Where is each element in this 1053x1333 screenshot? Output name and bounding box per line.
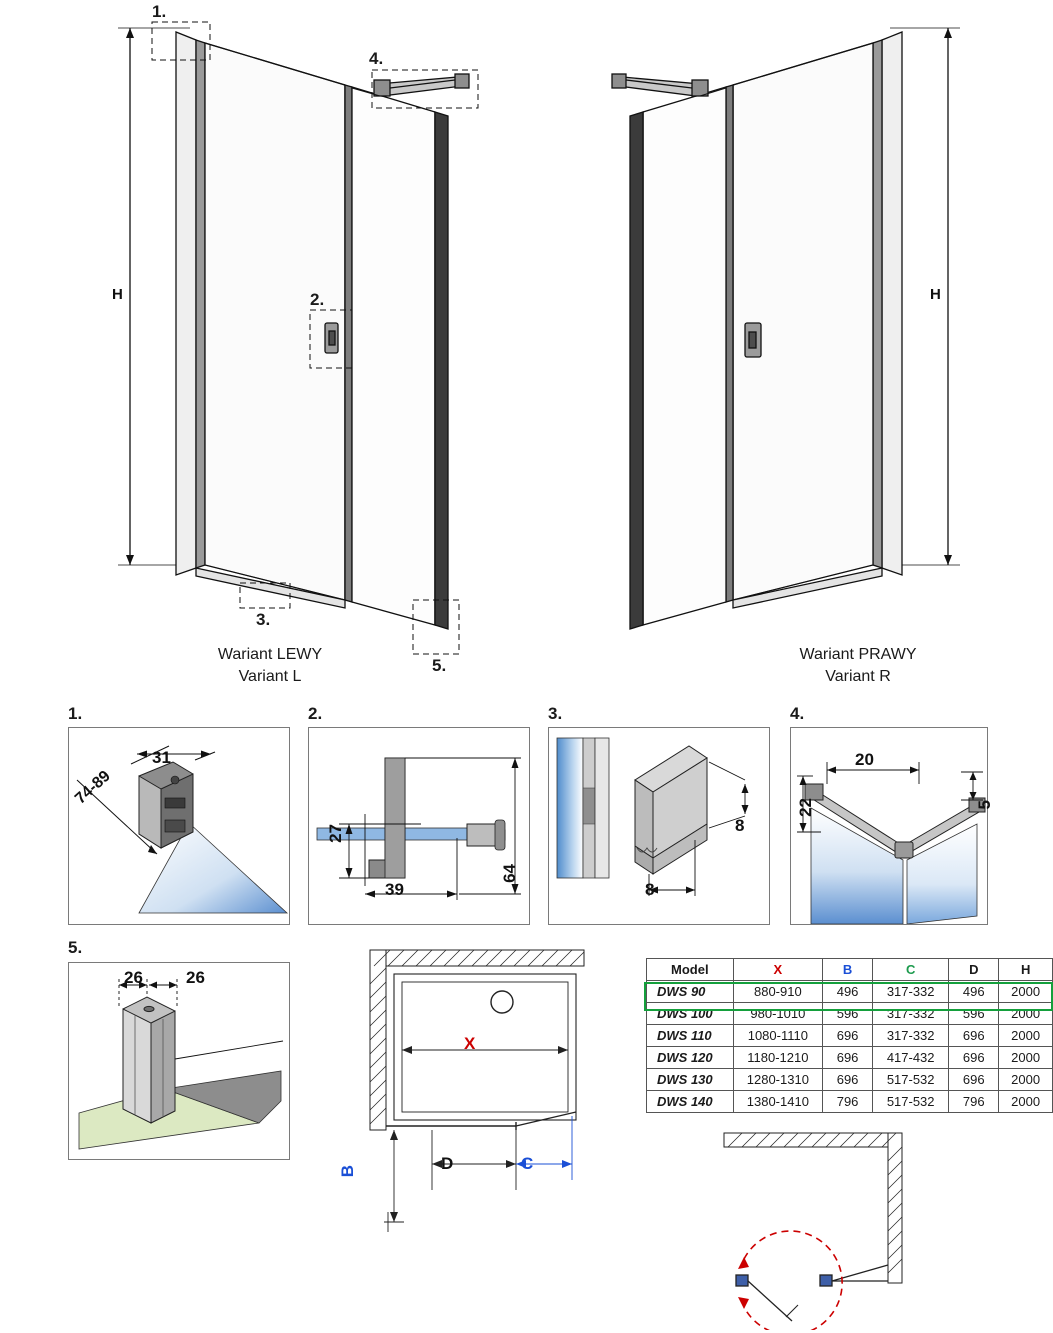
detail-3-number: 3.	[548, 704, 563, 723]
table-row	[647, 1047, 1053, 1069]
th-model: Model	[647, 959, 734, 981]
detail-4-number: 4.	[790, 704, 805, 723]
th-c: C	[873, 959, 949, 981]
th-x: X	[733, 959, 822, 981]
cell-h: 2000	[999, 1025, 1053, 1047]
handle-left	[325, 323, 338, 353]
detail-4-panel	[790, 727, 988, 925]
height-label-left: H	[112, 286, 123, 303]
cell-h: 2000	[999, 1003, 1053, 1025]
cell-d: 496	[949, 981, 999, 1003]
table-row-highlighted	[647, 1003, 1053, 1025]
right-variant-caption-line1: Wariant PRAWY	[799, 646, 917, 663]
cell-c: 317-332	[873, 1025, 949, 1047]
cell-h: 2000	[999, 1091, 1053, 1113]
cell-b: 696	[823, 1069, 873, 1091]
table-body	[647, 981, 1053, 1113]
stabilizer-bar-left	[374, 74, 469, 96]
cell-c: 517-532	[873, 1091, 949, 1113]
spec-table	[646, 958, 1053, 1113]
cell-model: DWS 120	[647, 1047, 734, 1069]
cell-b: 796	[823, 1091, 873, 1113]
cell-c: 317-332	[873, 981, 949, 1003]
th-h: H	[999, 959, 1053, 981]
cell-x: 1180-1210	[733, 1047, 822, 1069]
table-row	[647, 981, 1053, 1003]
callout-2-main: 2.	[310, 290, 325, 309]
detail-5-number: 5.	[68, 938, 83, 957]
cell-c: 517-532	[873, 1069, 949, 1091]
spec-table-wrap	[646, 958, 1053, 1113]
detail-2-dim-right: 64	[500, 864, 519, 883]
detail-2-dim-bottom: 39	[385, 880, 404, 899]
cell-d: 696	[949, 1069, 999, 1091]
detail-5-dim-left: 26	[124, 968, 143, 987]
detail-1-dim-diag: 74-89	[72, 767, 114, 808]
cell-model: DWS 90	[647, 981, 734, 1003]
detail-4-dim-top: 20	[855, 750, 874, 769]
cell-model: DWS 100	[647, 1003, 734, 1025]
th-b: B	[823, 959, 873, 981]
table-row	[647, 1069, 1053, 1091]
cell-x: 880-910	[733, 981, 822, 1003]
detail-3-dim-b: 8	[645, 880, 655, 899]
detail-1-dim-top: 31	[152, 748, 171, 767]
cell-d: 596	[949, 1003, 999, 1025]
cell-d: 796	[949, 1091, 999, 1113]
left-variant-drawing	[118, 22, 478, 654]
right-variant-caption-line2: Variant R	[825, 668, 891, 685]
callout-1-main: 1.	[152, 2, 167, 21]
plan-b-label: B	[338, 1165, 357, 1178]
table-header-row	[647, 959, 1053, 981]
cell-b: 496	[823, 981, 873, 1003]
cell-model: DWS 130	[647, 1069, 734, 1091]
detail-2-dim-left: 27	[326, 824, 345, 843]
cell-c: 317-332	[873, 1003, 949, 1025]
cell-d: 696	[949, 1025, 999, 1047]
callout-4-main: 4.	[369, 49, 384, 68]
cell-b: 696	[823, 1025, 873, 1047]
plan-c-label: C	[521, 1154, 534, 1173]
detail-1-number: 1.	[68, 704, 83, 723]
swing-diagram	[700, 1125, 930, 1330]
cell-h: 2000	[999, 981, 1053, 1003]
detail-5-panel	[68, 962, 290, 1160]
plan-d-label: D	[441, 1154, 454, 1173]
cell-x: 1280-1310	[733, 1069, 822, 1091]
height-label-right: H	[930, 286, 941, 303]
callout-5-main: 5.	[432, 656, 447, 675]
right-variant-drawing	[612, 28, 960, 629]
callout-3-main: 3.	[256, 610, 271, 629]
cell-model: DWS 110	[647, 1025, 734, 1047]
stabilizer-bar-right	[612, 74, 708, 96]
cell-c: 417-432	[873, 1047, 949, 1069]
cell-h: 2000	[999, 1047, 1053, 1069]
left-variant-caption-line1: Wariant LEWY	[217, 646, 323, 663]
left-variant-caption-line2: Variant L	[238, 668, 302, 685]
table-row	[647, 1091, 1053, 1113]
detail-2-number: 2.	[308, 704, 323, 723]
cell-d: 696	[949, 1047, 999, 1069]
cell-b: 596	[823, 1003, 873, 1025]
detail-4-dim-right: 5	[975, 800, 994, 810]
detail-4-dim-left: 22	[796, 798, 815, 817]
plan-x-label: X	[464, 1034, 476, 1053]
cell-x: 980-1010	[733, 1003, 822, 1025]
cell-x: 1080-1110	[733, 1025, 822, 1047]
detail-3-dim-a: 8	[735, 816, 745, 835]
cell-x: 1380-1410	[733, 1091, 822, 1113]
th-d: D	[949, 959, 999, 981]
handle-right	[745, 323, 761, 357]
table-row	[647, 1025, 1053, 1047]
cell-b: 696	[823, 1047, 873, 1069]
plan-view	[340, 940, 620, 1260]
cell-h: 2000	[999, 1069, 1053, 1091]
detail-5-dim-right: 26	[186, 968, 205, 987]
detail-1-panel	[68, 727, 290, 925]
cell-model: DWS 140	[647, 1091, 734, 1113]
